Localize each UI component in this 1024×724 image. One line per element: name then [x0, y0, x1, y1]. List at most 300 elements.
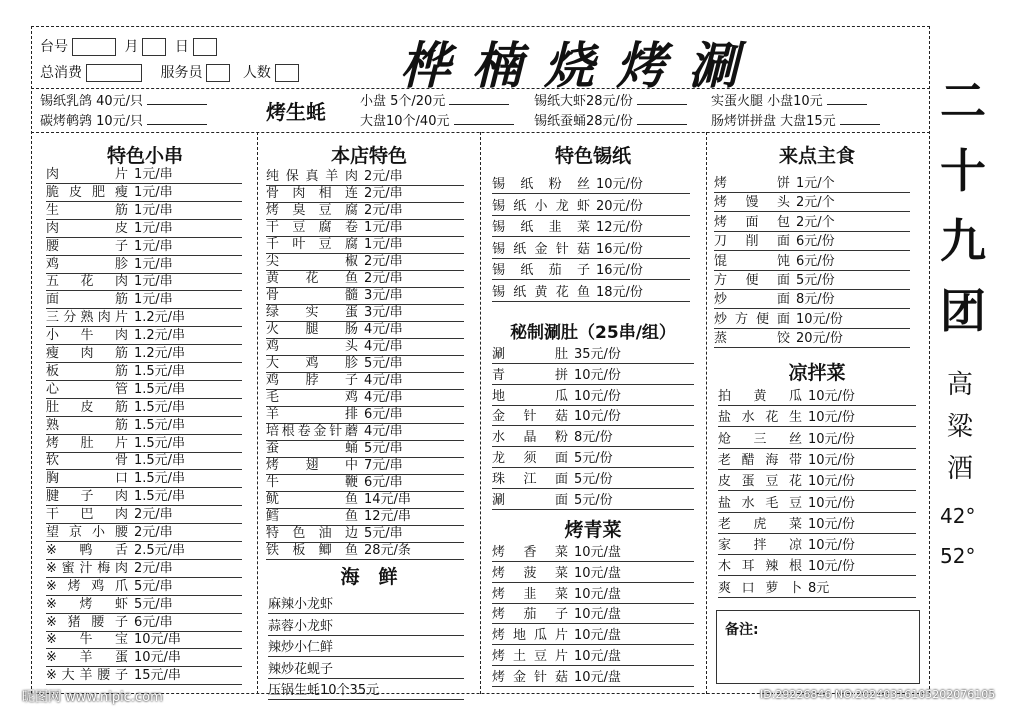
col2-item-name: 干豆腐卷 [266, 220, 358, 235]
cold-item [718, 431, 916, 449]
col2-item-price: 4元/串 [364, 339, 403, 354]
col1-item [46, 614, 242, 632]
watermark-right: ID:29226846 NO:20240316105202076105 [760, 688, 996, 701]
col4-item-name: 方便面 [714, 273, 790, 288]
col1-item-name: ※烤鸡爪 [46, 578, 128, 594]
col2-item-price: 5元/串 [364, 526, 403, 541]
wine-degrees [940, 496, 975, 576]
col1-item-name: 腰子 [46, 238, 128, 254]
col1-item [46, 381, 242, 399]
special-pigeon: 锡纸乳鸽 40元/只 [40, 94, 144, 109]
cold-item [718, 388, 916, 406]
tripe-item-price: 35元/份 [574, 347, 621, 362]
seafood-item-name: 压锅生蚝10个35元 [268, 683, 380, 699]
col1-item-name: ※羊蛋 [46, 650, 128, 666]
col2-item-name: 黄花鱼 [266, 271, 358, 286]
col1-item-name: 肉片 [46, 167, 128, 182]
col2-item-name: 鸡头 [266, 339, 358, 354]
side-char-3: 九 [940, 214, 986, 268]
col4-item [714, 175, 910, 193]
col1-item [46, 273, 242, 291]
col4-item-price: 1元/个 [796, 176, 835, 191]
col2-item [266, 474, 464, 492]
oyster-label: 烤生蚝 [266, 100, 326, 124]
col3-item [492, 176, 690, 194]
seafood-item-name: 辣炒花蚬子 [268, 661, 334, 677]
col1-item-name: 心管 [46, 381, 128, 397]
col4-item-price: 2元/个 [796, 214, 835, 230]
tripe-item [492, 346, 694, 364]
col1-item-name: ※蜜汁梅肉 [46, 560, 128, 576]
veg-item [492, 586, 694, 604]
col1-item-name: 板筋 [46, 363, 128, 379]
veg-item-price: 10元/盘 [574, 545, 621, 560]
col1-item [46, 202, 242, 220]
col2-item-name: 大鸡胗 [266, 356, 358, 371]
restaurant-title: 桦楠烧烤涮 [400, 36, 760, 95]
col2-title: 本店特色 [330, 145, 407, 167]
tripe-item [492, 471, 694, 489]
col2-item-price: 6元/串 [364, 475, 403, 490]
veg-item-name: 烤菠菜 [492, 565, 568, 581]
veg-item [492, 606, 694, 624]
col1-item-price: 1元/串 [134, 274, 173, 290]
side-char-1: 二 [940, 74, 986, 128]
col1-item [46, 363, 242, 381]
veg-item [492, 648, 694, 666]
specials-left [40, 92, 207, 132]
cold-item [718, 452, 916, 470]
col1-item [46, 327, 242, 345]
col2-item-name: 尖椒 [266, 254, 358, 269]
col1-item-name: ※鸭舌 [46, 542, 128, 558]
col2-item-price: 5元/串 [364, 441, 403, 456]
col2-item-price: 2元/串 [364, 186, 403, 201]
col2-item [266, 321, 464, 339]
col2-item-price: 6元/串 [364, 407, 403, 422]
col4-item-price: 10元/份 [796, 311, 843, 327]
seafood-item-name: 麻辣小龙虾 [268, 597, 334, 612]
col-divider-3 [706, 132, 707, 694]
col1-item-price: 6元/串 [134, 614, 173, 630]
col1-item-price: 1.2元/串 [134, 310, 186, 326]
ham-large: 肠烤饼拼盘 大盘15元 [711, 114, 836, 129]
cold-item-name: 皮蛋豆花 [718, 474, 802, 490]
col4-item-name: 烤馒头 [714, 195, 790, 211]
col1-item [46, 166, 242, 184]
col1-item-price: 2.5元/串 [134, 542, 186, 558]
col1-item [46, 184, 242, 202]
cold-item [718, 580, 916, 598]
col3-item-price: 20元/份 [596, 198, 643, 214]
cold-item-price: 10元/份 [808, 495, 855, 511]
col3-item [492, 198, 690, 216]
col4-item [714, 233, 910, 251]
col1-item-price: 1.5元/串 [134, 435, 186, 451]
col2-item-name: 蚕蛹 [266, 441, 358, 456]
note-box[interactable] [716, 610, 920, 684]
tripe-item [492, 388, 694, 406]
col2-item-name: 纯保真羊肉 [266, 169, 358, 184]
col2-item [266, 389, 464, 407]
col1-item [46, 291, 242, 309]
tripe-item-price: 10元/份 [574, 409, 621, 425]
col4-item-name: 烤饼 [714, 176, 790, 191]
seafood-item [268, 639, 464, 657]
cold-item [718, 495, 916, 513]
tripe-item [492, 367, 694, 385]
col3-item-price: 16元/份 [596, 263, 643, 279]
seafood-item [268, 618, 464, 636]
col2-item-name: 烤翅中 [266, 458, 358, 473]
col1-item-price: 5元/串 [134, 578, 173, 594]
table-no-field[interactable] [72, 38, 116, 56]
col2-item-name: 羊排 [266, 407, 358, 422]
side-title [938, 66, 988, 346]
col3-item [492, 241, 690, 259]
col1-item-price: 1元/串 [134, 167, 173, 182]
col1-item [46, 470, 242, 488]
cold-item [718, 516, 916, 534]
veg-item [492, 627, 694, 645]
veg-item [492, 669, 694, 687]
col3-item-name: 锡纸金针菇 [492, 241, 590, 257]
col2-item-price: 7元/串 [364, 458, 403, 473]
col1-item-price: 1元/串 [134, 202, 173, 218]
veg-item-name: 烤金针菇 [492, 669, 568, 685]
col1-item-name: 望京小腰 [46, 525, 128, 540]
cold-item-name: 炝三丝 [718, 431, 802, 447]
col2-item [266, 236, 464, 254]
order-info-row-2 [40, 62, 303, 82]
tripe-item-name: 涮肚 [492, 347, 568, 362]
col2-item-name: 培根卷金针蘑 [266, 424, 358, 439]
col2-item-name: 毛鸡 [266, 390, 358, 405]
col1-item-price: 1.5元/串 [134, 381, 186, 397]
cold-item-price: 10元/份 [808, 474, 855, 490]
col1-item [46, 399, 242, 417]
col2-item-name: 牛鞭 [266, 475, 358, 490]
col1-item-price: 1.5元/串 [134, 489, 186, 505]
col4-item-name: 馄饨 [714, 253, 790, 269]
col1-item [46, 667, 242, 685]
tinfoil-pupa: 锡纸蚕蛹28元/份 [534, 114, 633, 129]
wine-char-1: 高 [946, 370, 973, 400]
col2-item [266, 219, 464, 237]
col1-item-price: 10元/串 [134, 632, 181, 648]
col2-item-price: 2元/串 [364, 271, 403, 286]
col1-item-price: 1元/串 [134, 256, 173, 272]
col2-item-name: 烤臭豆腐 [266, 203, 358, 218]
col4-item [714, 253, 910, 271]
seafood-item [268, 682, 464, 700]
col4-item-name: 刀削面 [714, 234, 790, 250]
col3-item-name: 锡纸茄子 [492, 263, 590, 279]
veg-item-price: 10元/盘 [574, 628, 621, 644]
tripe-item-price: 5元/份 [574, 492, 613, 508]
col1-item-name: 胸口 [46, 471, 128, 487]
col2-item [266, 168, 464, 186]
col1-item-name: ※猪腰子 [46, 614, 128, 630]
col1-item [46, 220, 242, 238]
col2-item-name: 鱿鱼 [266, 492, 358, 507]
wine-char-2: 粱 [946, 412, 973, 442]
col1-item-price: 5元/串 [134, 596, 173, 612]
col4-item [714, 311, 910, 329]
col1-item-price: 1.5元/串 [134, 453, 186, 469]
seafood-item [268, 661, 464, 679]
veg-item-price: 10元/盘 [574, 649, 621, 664]
veg-item-name: 烤土豆片 [492, 649, 568, 664]
ham-specials [711, 92, 880, 132]
col-divider-2 [480, 132, 481, 694]
col2-item-price: 1元/串 [364, 237, 403, 252]
col1-item-price: 1元/串 [134, 184, 173, 200]
col2-item [266, 406, 464, 424]
col2-item-price: 3元/串 [364, 288, 403, 303]
col2-item [266, 525, 464, 543]
col1-item-name: ※牛宝 [46, 632, 128, 648]
col2-item-price: 1元/串 [364, 220, 403, 235]
col2-item [266, 270, 464, 288]
col4-item-price: 6元/份 [796, 253, 835, 269]
col1-item-price: 2元/串 [134, 525, 173, 540]
col2-item-name: 骨髓 [266, 288, 358, 303]
col3-item-name: 锡纸小龙虾 [492, 198, 590, 214]
cold-item-price: 10元/份 [808, 452, 855, 468]
col2-item [266, 423, 464, 441]
col1-item-price: 1.5元/串 [134, 363, 186, 379]
col1-item-name: 软骨 [46, 453, 128, 469]
month-field[interactable] [142, 38, 166, 56]
cold-item-price: 10元/份 [808, 389, 855, 404]
tripe-item-price: 5元/份 [574, 451, 613, 466]
people-label: 人数 [242, 65, 271, 81]
col1-item [46, 238, 242, 256]
degree-42: 42° [940, 504, 976, 528]
side-char-4: 团 [940, 284, 986, 338]
col1-item [46, 596, 242, 614]
special-quail: 碳烤鹌鹑 10元/只 [40, 114, 144, 129]
veg-title: 烤青菜 [564, 519, 622, 541]
seafood-title: 海 鲜 [340, 566, 398, 588]
col1-item-name: 腱子肉 [46, 489, 128, 505]
cold-item-price: 10元/份 [808, 559, 855, 575]
wine-label [940, 364, 980, 490]
day-field[interactable] [193, 38, 217, 56]
col1-item-name: 瘦肉筋 [46, 346, 128, 361]
col1-item-name: 干巴肉 [46, 507, 128, 523]
col2-item [266, 304, 464, 322]
col2-item [266, 372, 464, 390]
col1-item-name: 脆皮肥瘦 [46, 184, 128, 200]
oyster-large: 大盘10个/40元 [360, 114, 450, 129]
col1-item-price: 1.2元/串 [134, 346, 186, 361]
tripe-item-price: 10元/份 [574, 367, 621, 383]
col1-item [46, 309, 242, 327]
col2-item [266, 253, 464, 271]
cold-item [718, 473, 916, 491]
tripe-item-price: 10元/份 [574, 388, 621, 404]
col2-item [266, 202, 464, 220]
col1-title: 特色小串 [106, 145, 183, 167]
cold-item-name: 盐水花生 [718, 410, 802, 426]
cold-item-price: 10元/份 [808, 538, 855, 554]
cold-item [718, 409, 916, 427]
cold-item-name: 家拌凉 [718, 538, 802, 554]
col4-item-price: 5元/份 [796, 273, 835, 288]
veg-item-name: 烤茄子 [492, 607, 568, 623]
col1-item [46, 345, 242, 363]
col3-item-price: 18元/份 [596, 285, 643, 300]
tinfoil-shrimp: 锡纸大虾28元/份 [534, 94, 633, 109]
col4-item-price: 2元/个 [796, 195, 835, 211]
col1-item [46, 435, 242, 453]
tripe-title: 秘制涮肚（25串/组） [510, 323, 676, 343]
col2-item-price: 3元/串 [364, 305, 403, 320]
col2-item-name: 铁板鲫鱼 [266, 543, 358, 558]
col1-item [46, 560, 242, 578]
tripe-item [492, 450, 694, 468]
veg-item-name: 烤韭菜 [492, 586, 568, 602]
col2-item-name: 鸡脖子 [266, 373, 358, 388]
col2-item [266, 355, 464, 373]
col1-item-price: 10元/串 [134, 650, 181, 666]
col4-item-price: 6元/份 [796, 234, 835, 250]
tripe-item [492, 492, 694, 510]
col2-item-price: 12元/串 [364, 509, 411, 524]
cold-item-price: 10元/份 [808, 431, 855, 447]
col1-item [46, 452, 242, 470]
total-label: 总消费 [40, 65, 82, 81]
col1-item-name: 生筋 [46, 202, 128, 218]
veg-item-price: 10元/盘 [574, 607, 621, 623]
col1-item [46, 524, 242, 542]
tripe-item-name: 珠江面 [492, 471, 568, 487]
order-info-row-1 [40, 36, 221, 56]
col2-item [266, 338, 464, 356]
cold-item-price: 10元/份 [808, 410, 855, 426]
col3-item-name: 锡纸粉丝 [492, 177, 590, 192]
col3-item-name: 锡纸黄花鱼 [492, 285, 590, 300]
total-field[interactable] [86, 64, 142, 82]
col1-item [46, 488, 242, 506]
cold-item-name: 盐水毛豆 [718, 495, 802, 511]
col1-item-price: 1元/串 [134, 220, 173, 236]
col3-item-price: 10元/份 [596, 177, 643, 192]
col2-item-name: 千叶豆腐 [266, 237, 358, 252]
seafood-item-name: 辣炒小仁鲜 [268, 640, 334, 656]
col4-item-price: 8元/份 [796, 292, 835, 308]
table-no-label: 台号 [40, 39, 68, 55]
col1-item-price: 2元/串 [134, 507, 173, 523]
col2-item-name: 火腿肠 [266, 322, 358, 337]
cold-item-name: 拍黄瓜 [718, 389, 802, 404]
col1-item-name: ※烤虾 [46, 596, 128, 612]
side-char-2: 十 [940, 144, 986, 198]
col1-item-price: 1元/串 [134, 292, 173, 308]
col-divider-1 [257, 132, 258, 694]
veg-item-name: 烤地瓜片 [492, 628, 568, 644]
wine-char-3: 酒 [946, 454, 973, 484]
cold-item [718, 537, 916, 555]
col1-item-name: 三分熟肉片 [46, 310, 128, 326]
waiter-field[interactable] [206, 64, 230, 82]
cold-item-name: 老虎菜 [718, 516, 802, 532]
cold-item-name: 木耳辣根 [718, 559, 802, 575]
col3-item [492, 262, 690, 280]
col2-item [266, 185, 464, 203]
day-label: 日 [174, 39, 189, 55]
col4-item-name: 烤面包 [714, 214, 790, 230]
tripe-item-name: 青拼 [492, 367, 568, 383]
col4-item [714, 214, 910, 232]
col4-item [714, 272, 910, 290]
col2-item [266, 440, 464, 458]
waiter-label: 服务员 [160, 65, 203, 81]
tripe-item [492, 429, 694, 447]
col2-item-price: 14元/串 [364, 492, 411, 507]
col2-item-price: 2元/串 [364, 254, 403, 269]
oyster-small: 小盘 5个/20元 [360, 94, 446, 109]
people-field[interactable] [275, 64, 299, 82]
cold-item-price: 8元 [808, 580, 830, 596]
seafood-item [268, 596, 464, 614]
col3-item [492, 219, 690, 237]
col3-item-price: 12元/份 [596, 220, 643, 236]
cold-item-name: 爽口萝卜 [718, 580, 802, 596]
col3-item-price: 16元/份 [596, 241, 643, 257]
col3-item [492, 284, 690, 302]
tripe-item-name: 涮面 [492, 492, 568, 508]
veg-item-price: 10元/盘 [574, 586, 621, 602]
col4-title: 来点主食 [778, 145, 855, 167]
col4-item [714, 291, 910, 309]
veg-item [492, 544, 694, 562]
col1-item [46, 631, 242, 649]
note-label: 备注: [725, 622, 759, 638]
col1-item-price: 2元/串 [134, 560, 173, 576]
col1-item [46, 542, 242, 560]
col2-item-price: 4元/串 [364, 322, 403, 337]
veg-item-price: 10元/盘 [574, 565, 621, 581]
col1-item-name: 小牛肉 [46, 328, 128, 344]
col1-item-name: 面筋 [46, 292, 128, 308]
col2-item-name: 绿实蛋 [266, 305, 358, 320]
col1-item [46, 417, 242, 435]
veg-item-price: 10元/盘 [574, 669, 621, 685]
col2-item-price: 28元/条 [364, 543, 411, 558]
col4-item-name: 蒸饺 [714, 331, 790, 347]
col2-item [266, 457, 464, 475]
col2-item-name: 鳕鱼 [266, 509, 358, 524]
col1-item-price: 1.2元/串 [134, 328, 186, 344]
col4-item [714, 194, 910, 212]
tripe-item-name: 龙须面 [492, 451, 568, 466]
tripe-item [492, 408, 694, 426]
tripe-item-name: 金针菇 [492, 409, 568, 425]
oyster-prices [360, 92, 514, 132]
col2-item [266, 491, 464, 509]
tripe-item-price: 5元/份 [574, 471, 613, 487]
tinfoil-specials [534, 92, 687, 132]
tripe-item-price: 8元/份 [574, 430, 613, 446]
col1-item-price: 1.5元/串 [134, 471, 186, 487]
veg-item [492, 565, 694, 583]
col2-item-name: 骨肉相连 [266, 186, 358, 201]
ham-small: 实蛋火腿 小盘10元 [711, 94, 823, 109]
col1-item-price: 1.5元/串 [134, 417, 186, 433]
